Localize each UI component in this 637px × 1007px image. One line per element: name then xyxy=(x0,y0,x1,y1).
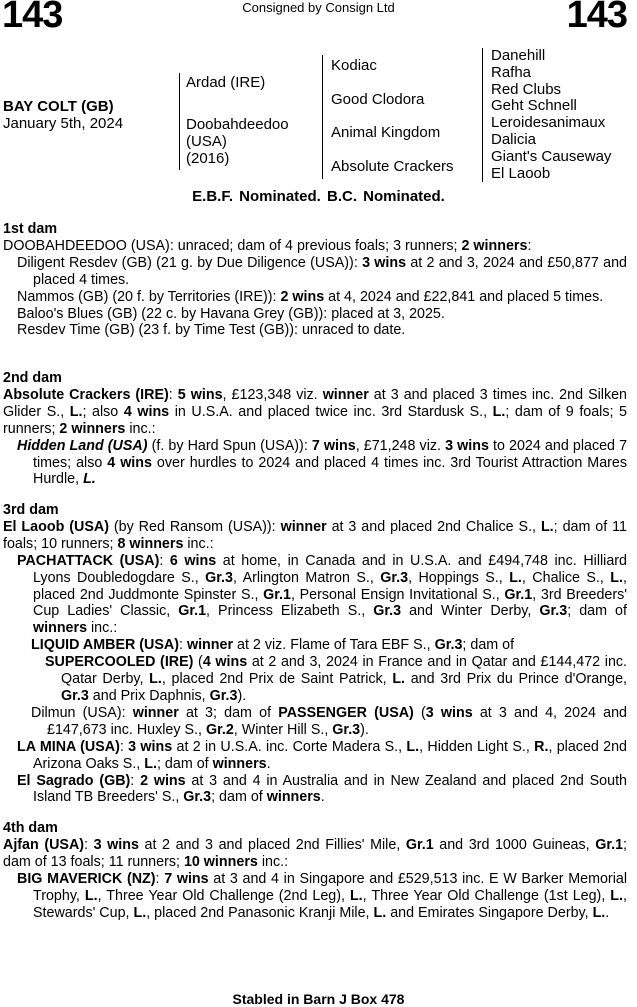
text-run: Baloo's Blues (GB) (22 c. by Havana Grey (GB)): placed at 3, 2025. xyxy=(17,305,445,322)
emphasis-text: PASSENGER (USA) xyxy=(278,704,414,721)
emphasis-text: winners xyxy=(212,755,267,772)
emphasis-text: winner xyxy=(322,386,369,403)
text-run: and Prix Daphnis, xyxy=(88,687,210,704)
lot-number-right: 143 xyxy=(566,0,627,36)
emphasis-text: L. xyxy=(373,904,387,921)
text-run: in U.S.A. and placed twice inc. 3rd Stardusk S., xyxy=(169,403,493,420)
text-run: , £71,248 viz. xyxy=(355,437,446,454)
text-run: , Chalice S., xyxy=(521,569,611,586)
emphasis-text: Gr.1 xyxy=(178,603,207,620)
emphasis-text: 3 wins xyxy=(93,836,139,853)
emphasis-text: 3 wins xyxy=(128,738,173,755)
emphasis-text: 2 wins xyxy=(280,288,325,305)
emphasis-text: Gr.3 xyxy=(539,603,568,620)
third-dam-heading: 3rd dam xyxy=(3,502,59,518)
consignor: Consigned by Consign Ltd xyxy=(242,0,395,15)
text-run: at 3 and 4, 2024 and £147,673 inc. Huxley S., xyxy=(47,704,627,738)
emphasis-text: winner xyxy=(186,637,234,654)
emphasis-text: 7 wins xyxy=(311,437,356,454)
text-run: Resdev Time (GB) (23 f. by Time Test (GB)): unraced to date. xyxy=(17,322,406,339)
emphasis-text: Ajfan (USA) xyxy=(3,836,85,853)
emphasis-text: El Sagrado (GB) xyxy=(17,772,131,789)
third-dam-section xyxy=(3,502,627,806)
text-run: at 2 and 3, 2024 in France and in Qatar and £144,472 inc. Qatar Derby, xyxy=(61,654,628,688)
emphasis-text: Gr.3 xyxy=(332,721,361,738)
pedigree-grandparent: Absolute Crackers xyxy=(331,158,454,175)
emphasis-text: 3 wins xyxy=(362,254,407,271)
pedigree-grandparent: Kodiac xyxy=(331,57,377,74)
first-dam-intro xyxy=(3,238,627,255)
emphasis-text: PACHATTACK (USA) xyxy=(17,552,160,569)
emphasis-text: L. xyxy=(133,904,147,921)
text-run: , placed 2nd Panasonic Kranji Mile, xyxy=(146,904,374,921)
emphasis-text: L. xyxy=(540,518,554,535)
emphasis-text: BIG MAVERICK (NZ) xyxy=(17,870,156,887)
emphasis-text: 2 wins xyxy=(140,772,186,789)
text-run: : xyxy=(179,637,187,654)
produce-entry xyxy=(3,255,627,289)
text-run: , placed 2nd Prix de Saint Patrick, xyxy=(161,671,393,688)
emphasis-text: L. xyxy=(349,887,363,904)
text-run: ). xyxy=(360,721,369,738)
text-run: , Hoppings S., xyxy=(408,569,510,586)
fourth-dam-section xyxy=(3,820,627,921)
text-run: : xyxy=(84,836,94,853)
emphasis-text: 3 wins xyxy=(425,704,473,721)
text-run: at 2 in U.S.A. inc. Corte Madera S., xyxy=(172,738,407,755)
emphasis-text: Gr.1 xyxy=(405,836,434,853)
emphasis-text: 7 wins xyxy=(164,870,209,887)
emphasis-text: Gr.2 xyxy=(205,721,234,738)
pedigree-sire: Ardad (IRE) xyxy=(186,74,266,91)
text-run: ( xyxy=(193,654,203,671)
emphasis-text: L. xyxy=(509,569,522,586)
emphasis-text: winners xyxy=(266,789,321,806)
pedigree-great-grandparent: Giant's Causeway xyxy=(491,147,612,165)
text-run: . xyxy=(320,789,325,806)
text-run: Nammos (GB) (20 f. by Territories (IRE)): xyxy=(17,288,281,305)
produce-entry xyxy=(3,773,627,807)
pedigree-dam xyxy=(186,116,289,167)
produce-entry xyxy=(3,705,627,739)
produce-entry xyxy=(3,739,627,773)
pedigree-dam-year: (2016) xyxy=(186,150,230,167)
text-run: ; dam of xyxy=(462,637,515,654)
produce-entry xyxy=(3,306,627,323)
text-run: at 3; dam of xyxy=(178,704,279,721)
pedigree-great-grandparents xyxy=(491,48,611,182)
text-run: ; dam of xyxy=(156,755,213,772)
text-run: : xyxy=(119,738,129,755)
emphasis-text: L. xyxy=(149,671,162,688)
emphasis-text: L. xyxy=(492,403,506,420)
fourth-dam-entries xyxy=(3,871,627,922)
text-run: , placed 2nd Juddmonte Spinster S., xyxy=(33,569,627,603)
pedigree-grandparent: Animal Kingdom xyxy=(331,124,441,141)
lot-number-left: 143 xyxy=(2,0,63,36)
pedigree-great-grandparent: Rafha xyxy=(491,63,532,81)
text-run: inc.: xyxy=(87,620,118,637)
emphasis-text: 2 winners xyxy=(59,420,126,437)
text-run: at 4, 2024 and £22,841 and placed 5 times. xyxy=(324,288,604,305)
text-run: Diligent Resdev (GB) (21 g. by Due Diligence (USA)): xyxy=(17,254,363,271)
fourth-dam-heading: 4th dam xyxy=(3,820,58,836)
text-run: ; dam of 13 foals; 11 runners; xyxy=(3,836,628,870)
text-run: ; dam of xyxy=(567,603,627,620)
text-run: at 3 and placed 3 times inc. 2nd Silken Glider S., xyxy=(3,386,628,420)
emphasis-text: 2 winners xyxy=(461,237,528,254)
text-run: at 3 and 4 in Australia and in New Zealand and placed 2nd South Island TB Breeders' S., xyxy=(33,772,628,806)
emphasis-text: R. xyxy=(534,738,549,755)
text-run: ; also xyxy=(82,403,124,420)
emphasis-text: L. xyxy=(83,471,96,488)
emphasis-text: L. xyxy=(392,671,406,688)
pedigree-great-grandparent: Geht Schnell xyxy=(491,97,577,115)
emphasis-text: 8 winners xyxy=(117,535,184,552)
text-run: . xyxy=(266,755,271,772)
emphasis-text: Gr.3 xyxy=(61,687,89,704)
produce-entry xyxy=(3,637,627,654)
pedigree-bracket-1 xyxy=(179,73,180,170)
horse-sex-colour: BAY COLT (GB) xyxy=(3,98,114,115)
stabling-info: Stabled in Barn J Box 478 xyxy=(232,991,405,1007)
text-run: ; dam of xyxy=(211,789,267,806)
text-run: , Princess Elizabeth S., xyxy=(206,603,374,620)
pedigree-dam-name: Doobahdeedoo xyxy=(186,116,289,133)
text-run: over hurdles to 2024 and placed 4 times inc. 3rd Tourist Attraction Mares Hurdle, xyxy=(33,454,627,488)
second-dam-entries xyxy=(3,438,627,489)
text-run: at 3 and placed 2nd Chalice S., xyxy=(326,518,541,535)
emphasis-text: L. xyxy=(592,904,606,921)
text-run: inc.: xyxy=(257,853,289,870)
emphasis-text: LA MINA (USA) xyxy=(17,738,120,755)
text-run: ). xyxy=(237,687,247,704)
second-dam-heading: 2nd dam xyxy=(3,370,62,386)
emphasis-text: Absolute Crackers (IRE) xyxy=(3,386,169,403)
emphasis-text: 4 wins xyxy=(123,403,170,420)
text-run: and 3rd 1000 Guineas, xyxy=(433,836,596,853)
emphasis-text: 4 wins xyxy=(107,454,152,471)
text-run: at 2 and 3, 2024 and £50,877 and placed 4 times. xyxy=(33,254,627,288)
text-run: at 3 and 4 in Singapore and £529,513 inc. E W Barker Memorial Trophy, xyxy=(33,870,627,904)
text-run: , placed 2nd Arizona Oaks S., xyxy=(33,738,628,772)
text-run: inc.: xyxy=(183,535,214,552)
text-run: : xyxy=(159,552,170,569)
first-dam-section xyxy=(3,221,627,339)
first-dam-heading: 1st dam xyxy=(3,221,58,237)
produce-entry xyxy=(3,289,627,306)
emphasis-text: L. xyxy=(610,569,624,586)
pedigree-bracket-3 xyxy=(482,48,483,182)
pedigree-grandparent: Good Clodora xyxy=(331,91,425,108)
emphasis-text: 3 wins xyxy=(445,437,489,454)
text-run: (f. by Hard Spun (USA)): xyxy=(147,437,312,454)
text-run: ; dam of 11 foals; 10 runners; xyxy=(3,518,628,552)
emphasis-text: El Laoob (USA) xyxy=(3,518,109,535)
text-run: at home, in Canada and in U.S.A. and £494,748 inc. Hilliard Lyons Doubledogdare S., xyxy=(33,552,628,586)
emphasis-text: Gr.1 xyxy=(504,586,533,603)
text-run: , Winter Hill S., xyxy=(233,721,333,738)
text-run: and Winter Derby, xyxy=(401,603,540,620)
text-run: , 3rd Breeders' Cup Ladies' Classic, xyxy=(33,586,628,620)
emphasis-text: Gr.3 xyxy=(205,569,233,586)
emphasis-text: L. xyxy=(144,755,157,772)
third-dam-entries xyxy=(3,553,627,807)
produce-entry xyxy=(3,654,627,705)
text-run: at 2 viz. Flame of Tara EBF S., xyxy=(233,637,435,654)
emphasis-text: Gr.3 xyxy=(434,637,463,654)
produce-entry xyxy=(3,438,627,489)
emphasis-text: L. xyxy=(84,887,98,904)
pedigree-bracket-2 xyxy=(322,55,323,179)
emphasis-text: 4 wins xyxy=(202,654,248,671)
pedigree-great-grandparent: Dalicia xyxy=(491,130,537,148)
text-run: : xyxy=(130,772,141,789)
text-run: : xyxy=(527,237,532,254)
emphasis-text: winners xyxy=(33,620,88,637)
pedigree-dam-country: (USA) xyxy=(186,133,227,150)
first-dam-entries xyxy=(3,255,627,340)
emphasis-text: 5 wins xyxy=(177,386,223,403)
emphasis-text: Gr.3 xyxy=(373,603,402,620)
emphasis-text: Gr.3 xyxy=(380,569,409,586)
text-run: . xyxy=(605,904,610,921)
text-run: , Three Year Old Challenge (1st Leg), xyxy=(362,887,611,904)
emphasis-text: Gr.1 xyxy=(595,836,624,853)
third-dam-intro xyxy=(3,519,627,553)
text-run: , £123,348 viz. xyxy=(222,386,323,403)
text-run: ; dam of 9 foals; 5 runners; xyxy=(3,403,628,437)
pedigree-great-grandparent: Leroidesanimaux xyxy=(491,114,606,132)
emphasis-text: Gr.1 xyxy=(263,586,291,603)
emphasis-text: Gr.3 xyxy=(209,687,238,704)
text-run: and 3rd Prix du Prince d'Orange, xyxy=(405,671,627,688)
emphasis-text: SUPERCOOLED (IRE) xyxy=(45,654,194,671)
pedigree-great-grandparent: El Laoob xyxy=(491,164,551,182)
emphasis-text: L. xyxy=(69,403,83,420)
pedigree-great-grandparent: Danehill xyxy=(491,47,546,64)
text-run: and Emirates Singapore Derby, xyxy=(386,904,593,921)
text-run: , Arlington Matron S., xyxy=(232,569,381,586)
text-run: : xyxy=(168,386,178,403)
emphasis-text: LIQUID AMBER (USA) xyxy=(31,637,179,654)
text-run: at 2 and 3 and placed 2nd Fillies' Mile, xyxy=(138,836,406,853)
emphasis-text: L. xyxy=(610,887,623,904)
text-run: , Three Year Old Challenge (2nd Leg), xyxy=(97,887,350,904)
text-run: , Personal Ensign Invitational S., xyxy=(290,586,505,603)
text-run: (by Red Ransom (USA)): xyxy=(108,518,281,535)
emphasis-text: Hidden Land (USA) xyxy=(17,437,148,454)
text-run: , Hidden Light S., xyxy=(419,738,535,755)
text-run: inc.: xyxy=(125,420,156,437)
fourth-dam-intro xyxy=(3,837,627,871)
produce-entry xyxy=(3,322,627,339)
pedigree-great-grandparent: Red Clubs xyxy=(491,80,562,98)
horse-dob: January 5th, 2024 xyxy=(3,115,124,132)
produce-entry xyxy=(3,871,627,922)
emphasis-text: 10 winners xyxy=(183,853,258,870)
text-run: Dilmun (USA): xyxy=(31,704,133,721)
nominations: E.B.F. Nominated. B.C. Nominated. xyxy=(192,188,445,205)
text-run: to 2024 and placed 7 times; also xyxy=(33,437,628,471)
text-run: ( xyxy=(413,704,426,721)
second-dam-intro xyxy=(3,387,627,438)
emphasis-text: winner xyxy=(132,704,179,721)
produce-entry xyxy=(3,553,627,638)
emphasis-text: winner xyxy=(280,518,327,535)
text-run: : xyxy=(155,870,165,887)
emphasis-text: Gr.3 xyxy=(183,789,212,806)
second-dam-section xyxy=(3,370,627,488)
emphasis-text: L. xyxy=(406,738,420,755)
text-run: DOOBAHDEEDOO (USA): unraced; dam of 4 previous foals; 3 runners; xyxy=(3,237,462,254)
emphasis-text: 6 wins xyxy=(169,552,217,569)
text-run: , Stewards' Cup, xyxy=(33,887,627,921)
